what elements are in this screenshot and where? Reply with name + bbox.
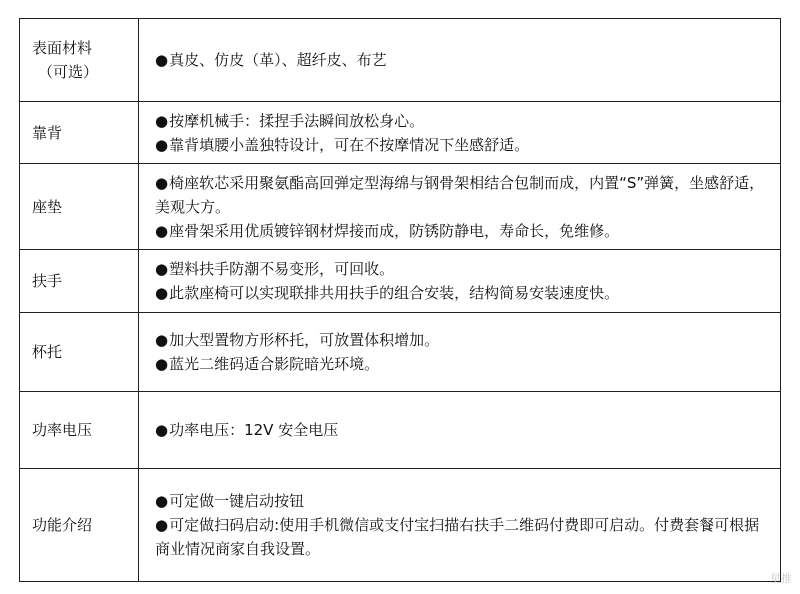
row-description	[139, 392, 781, 469]
row-label	[20, 19, 139, 102]
bullet-line: ● 靠背填腰小盖独特设计，可在不按摩情况下坐感舒适。	[155, 133, 772, 157]
bullet-line: ● 加大型置物方形杯托，可放置体积增加。	[155, 328, 772, 352]
row-label-text: 靠背	[32, 123, 63, 142]
row-label	[20, 250, 139, 313]
watermark: 星推	[770, 572, 792, 585]
row-label-text: 表面材料	[32, 39, 93, 57]
row-label-text: 功能介绍	[32, 516, 93, 534]
bullet-line: ● 可定做扫码启动:使用手机微信或支付宝扫描右扶手二维码付费即可启动。付费套餐可根据商业情况商家自我设置。	[155, 513, 772, 561]
table-row	[20, 19, 781, 102]
bullet-line: ● 可定做一键启动按钮	[155, 489, 772, 513]
bullet-line: ● 功率电压：12V 安全电压	[155, 418, 772, 442]
bullet-line: ● 座骨架采用优质镀锌钢材焊接而成，防锈防静电，寿命长，免维修。	[155, 219, 772, 243]
row-label	[20, 102, 139, 164]
bullet-line: ● 蓝光二维码适合影院暗光环境。	[155, 352, 772, 376]
row-label-text: 扶手	[32, 272, 63, 290]
table-row	[20, 102, 781, 164]
row-description	[139, 19, 781, 102]
row-label-text: 杯托	[32, 343, 63, 361]
bullet-line: ● 按摩机械手：揉捏手法瞬间放松身心。	[155, 109, 772, 133]
row-label	[20, 164, 139, 250]
row-label-text: 座垫	[32, 197, 63, 216]
row-label-sub: （可选）	[38, 63, 99, 81]
table-row	[20, 469, 781, 582]
bullet-line: ● 塑料扶手防潮不易变形，可回收。	[155, 257, 772, 281]
bullet-line: ● 真皮、仿皮（革）、超纤皮、布艺	[155, 48, 772, 72]
row-description	[139, 469, 781, 582]
row-label-text: 功率电压	[32, 421, 93, 439]
row-description	[139, 250, 781, 313]
row-label	[20, 392, 139, 469]
row-description	[139, 313, 781, 392]
row-label	[20, 469, 139, 582]
table-row	[20, 164, 781, 250]
bullet-line: ● 椅座软芯采用聚氨酯高回弹定型海绵与钢骨架相结合包制而成，内置“S”弹簧，坐感舒适，美观大方。	[155, 171, 772, 219]
row-description	[139, 102, 781, 164]
row-description	[139, 164, 781, 250]
bullet-line: ● 此款座椅可以实现联排共用扶手的组合安装，结构简易安装速度快。	[155, 281, 772, 305]
table-row	[20, 313, 781, 392]
table-row	[20, 392, 781, 469]
spec-table	[19, 18, 781, 582]
row-label	[20, 313, 139, 392]
table-row	[20, 250, 781, 313]
